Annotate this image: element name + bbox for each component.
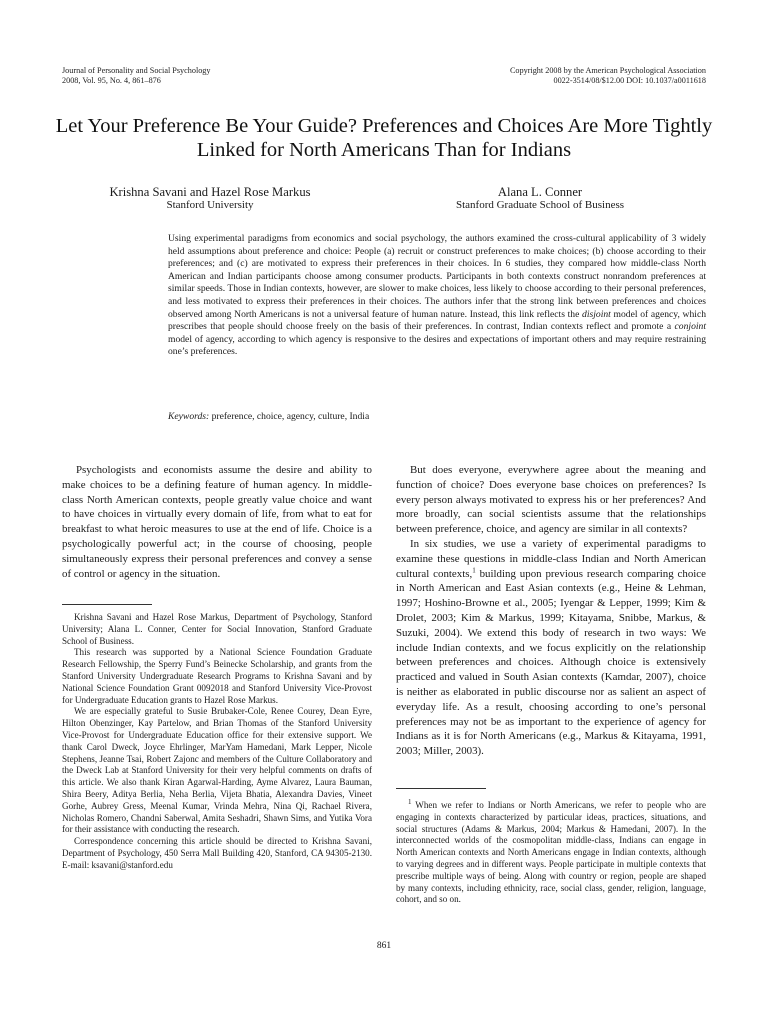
- body-paragraph: Psychologists and economists assume the desire and ability to make choices to be a defining feature of human agency. In middle-class North American contexts, people greatly value choice and want to have choices in virtually every domain of life, from what to eat for breakfast to what heroic measures to use at the end of life. Choice is a psychologically powerful act; in the course of choosing, people simultaneously express their personal preferences and convey a sense of control or agency in the situation.: [62, 464, 372, 580]
- abstract-term-disjoint: disjoint: [582, 308, 611, 320]
- journal-volume: 2008, Vol. 95, No. 4, 861–876: [62, 76, 161, 85]
- author-note-paragraph: Correspondence concerning this article should be directed to Krishna Savani, Department of Psychology, 450 Serra Mall Building 420, Stanford, CA 94305-2130. E-mail: ksavani@stanford.edu: [62, 836, 372, 870]
- copyright-header: [510, 66, 706, 86]
- doi-line: 0022-3514/08/$12.00 DOI: 10.1037/a0011618: [553, 76, 706, 85]
- footnote-divider: [396, 788, 486, 789]
- abstract: [168, 233, 706, 359]
- abstract-part: model of agency, according to which agency is responsive to the desires and expectations of important others and may require restraining one’s preferences.: [168, 333, 706, 358]
- author-block-1: [80, 185, 340, 212]
- body-paragraph: [396, 537, 706, 759]
- footnote-text: When we refer to Indians or North Americans, we refer to people who are engaging in contexts characterized by particular ideas, practices, situations, and social structures (Adams & Markus, 2004; Markus & Hamedani, 2007). In the interconnected worlds of the cosmopolitan middle-class, Indians can engage in North American contexts and North Americans engage in Indian contexts, although to varying degrees and in different ways. People participate in multiple contexts that prescribe multiple ways of being. Along with country or region, people are shaped by many contexts, including ethnicity, race, social class, gender, religion, language, cohort, and so on.: [396, 800, 706, 905]
- author-note: [62, 612, 372, 872]
- author-affiliation: Stanford University: [166, 199, 254, 211]
- author-note-paragraph: Krishna Savani and Hazel Rose Markus, Department of Psychology, Stanford University; Alana L. Conner, Center for Social Innovation, Stanford Graduate School of Business.: [62, 612, 372, 646]
- keywords-text: preference, choice, agency, culture, India: [209, 411, 370, 422]
- right-column: [396, 463, 706, 759]
- author-note-paragraph: This research was supported by a National Science Foundation Graduate Research Fellowship, the Sperry Fund’s Beinecke Scholarship, and grants from the Stanford University Undergraduate Research Programs to Krishna Savani and by National Science Foundation Grant 0092018 and Stanford University Vice-Provost for Undergraduate Education grants to Hazel Rose Markus.: [62, 647, 372, 705]
- journal-header: [62, 66, 211, 86]
- author-block-2: [390, 185, 690, 212]
- copyright-line: Copyright 2008 by the American Psychological Association: [509, 66, 706, 75]
- author-affiliation: Stanford Graduate School of Business: [455, 199, 625, 211]
- author-note-paragraph: We are especially grateful to Susie Brubaker-Cole, Renee Courey, Dean Eyre, Hilton Obenzinger, Kay Partelow, and Brian Thomas of the Stanford University Vice-Provost for Undergraduate Education office for their extensive support. We thank Carol Dweck, Joyce Ehrlinger, MarYam Hamedani, Mark Lepper, Nicole Stephens, Jeanne Tsai, Robert Zajonc and members of the Culture Collaboratory and the Dweck Lab at Stanford University for their very helpful comments on drafts of this article. We also thank Kiran Agarwal-Harding, Ayme Alvarez, Laura Bauman, Shira Beery, Aditya Berlia, Neha Berlia, Vijeta Bhatia, Alexandra Davies, Vineet Gorhe, Aubrey Gress, Meenal Kumar, Vrinda Mehra, Nina Qi, Rachael Rivera, Nicholas Romero, Chandni Saberwal, Amita Seshadri, Shawn Sims, and Yutika Vora for their assistance with conducting the research.: [62, 706, 372, 835]
- abstract-part: Using experimental paradigms from economics and social psychology, the authors examined the cross-cultural applicability of 3 widely held assumptions about preference and choice: People (a) recruit or construct preferences to make choices; (b) choose according to their preferences; and (c) are motivated to express their preferences in their choices. In 6 studies, they compared how middle-class North American and Indian participants choose among consumer products. Participants in both contexts construct nonrandom preferences at similar speeds. Those in Indian contexts, however, are slower to make choices, less likely to choose according to their personal preferences, and less motivated to express their preferences in their choices. The authors infer that the strong link between preferences and choices observed among North Americans is not a universal feature of human nature. Instead, this link reflects the: [168, 233, 706, 320]
- author-names: Alana L. Conner: [497, 185, 583, 199]
- journal-name: Journal of Personality and Social Psychology: [62, 66, 211, 75]
- body-text: In six studies, we use a variety of experimental paradigms to examine these questions in middle-class Indian and North American cultural contexts,: [396, 537, 706, 580]
- author-names: Krishna Savani and Hazel Rose Markus: [109, 185, 311, 199]
- footnote: [396, 797, 706, 906]
- left-column: [62, 463, 372, 581]
- abstract-text: [168, 233, 706, 359]
- body-text: building upon previous research comparing choice in North American and East Asian contexts (e.g., Heine & Lehman, 1997; Hoshino-Browne et al., 2005; Iyengar & Lepper, 1999; Kim & Drolet, 2003; Kim & Markus, 1999; Kitayama, Snibbe, Markus, & Suzuki, 2004). We extend this body of research in two ways: We include Indian contexts, and we focus explicitly on the relationship between preferences and choices. Although choice is extensively practiced and valued in South Asian contexts (Kamdar, 2007), choice is neither as elaborated in public discourse nor as salient an aspect of everyday life. As a result, choosing according to one’s personal preferences may not be as important to the experience of agency for Indians as it is for North Americans (e.g., Markus & Kitayama, 1991, 2003; Miller, 2003).: [396, 567, 706, 758]
- abstract-term-conjoint: conjoint: [674, 321, 706, 333]
- body-paragraph: But does everyone, everywhere agree about the meaning and function of choice? Does everyone base choices on preferences? Is every person always motivated to express his or her preferences? And more broadly, can social scientists assume that the relationships between preference, choice, and agency are similar in all contexts?: [396, 464, 706, 536]
- footnote-mark: 1: [408, 797, 412, 806]
- keywords-label: Keywords:: [168, 411, 210, 422]
- keywords: [168, 411, 706, 423]
- footnote-divider: [62, 604, 152, 605]
- page-number: 861: [376, 941, 392, 951]
- abstract-part: model of agency, which prescribes that people should choose freely on the basis of their preferences. In contrast, Indian contexts reflect and promote a: [168, 308, 706, 333]
- footnote-reference: 1: [472, 565, 476, 574]
- article-title: Let Your Preference Be Your Guide? Preferences and Choices Are More Tightly Linked for North Americans Than for Indians: [55, 115, 713, 161]
- footnote-paragraph: [396, 797, 706, 906]
